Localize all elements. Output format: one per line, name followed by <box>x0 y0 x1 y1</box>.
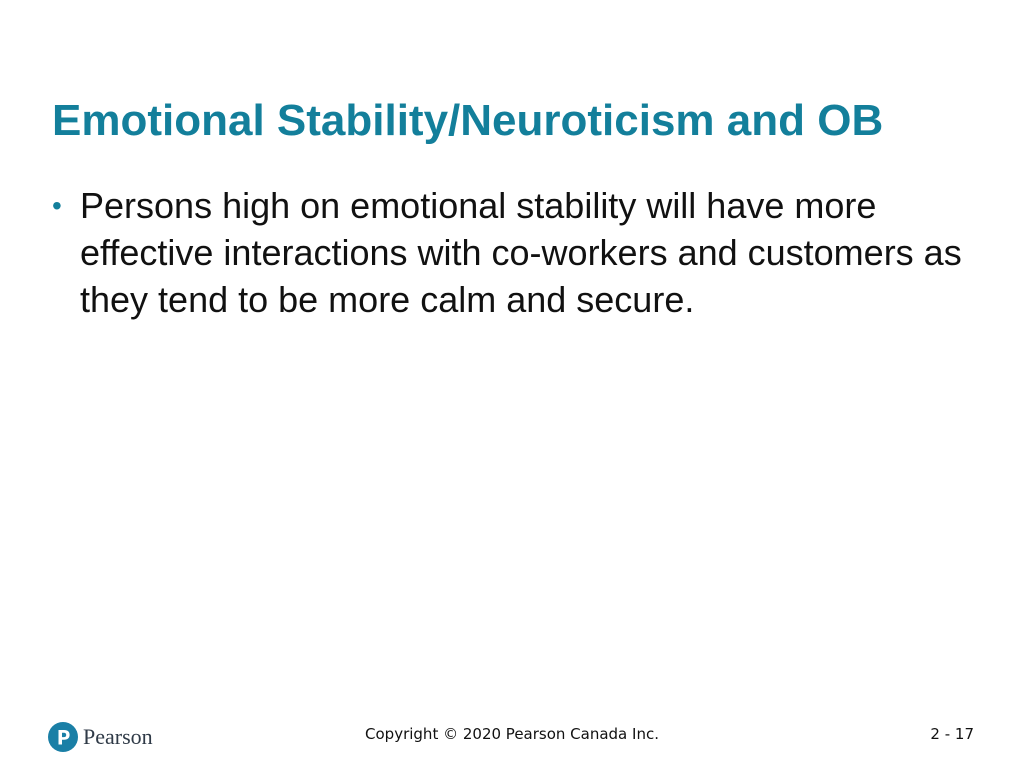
pearson-logo-icon <box>48 722 78 752</box>
logo-wordmark: Pearson <box>83 724 153 749</box>
bullet-list <box>52 182 972 323</box>
bullet-item <box>52 182 972 323</box>
bullet-marker: • <box>52 190 62 221</box>
slide-title: Emotional Stability/Neuroticism and OB <box>52 96 884 145</box>
copyright-text: Copyright © 2020 Pearson Canada Inc. <box>365 725 659 743</box>
pearson-logo <box>48 720 153 754</box>
bullet-text: Persons high on emotional stability will have more effective interactions with co-workers and customers as they tend to be more calm and secure. <box>80 185 962 320</box>
page-number: 2 - 17 <box>930 725 974 743</box>
